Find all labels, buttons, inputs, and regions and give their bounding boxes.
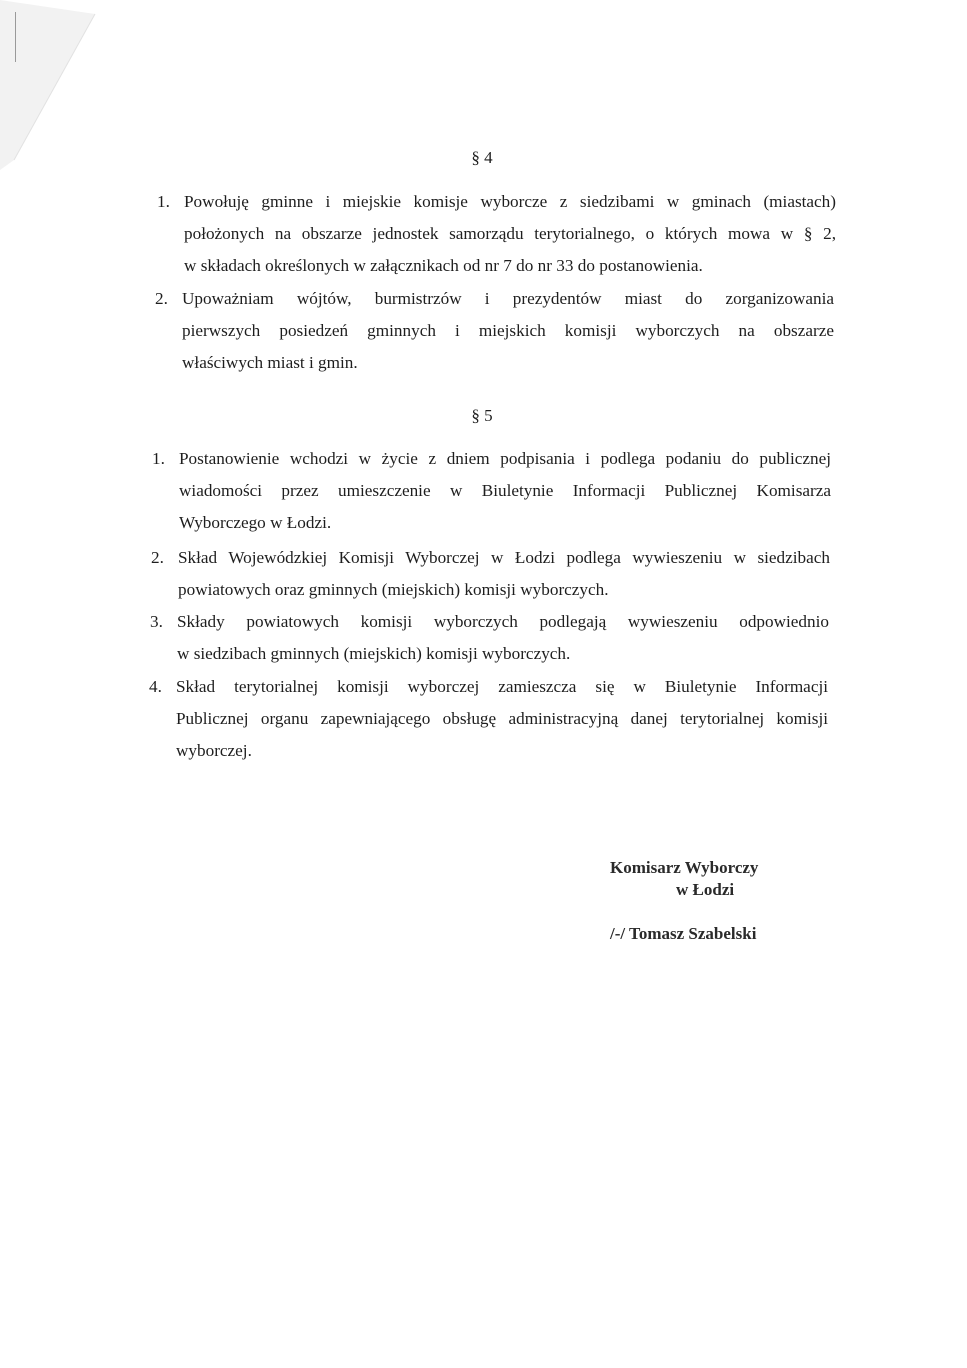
item-line: powiatowych oraz gminnych (miejskich) komisji wyborczych. — [178, 580, 609, 599]
item-line: wiadomości przez umieszczenie w Biuletynie Informacji Publicznej Komisarza — [179, 481, 831, 500]
item-line: właściwych miast i gmin. — [182, 353, 358, 372]
item-number: 1. — [157, 192, 170, 211]
section-4-heading: § 4 — [471, 148, 493, 167]
signatory-title: Komisarz Wyborczy — [610, 858, 759, 877]
scan-edge-mark — [15, 12, 16, 62]
item-line: pierwszych posiedzeń gminnych i miejskich komisji wyborczych na obszarze — [182, 321, 834, 340]
item-line: Postanowienie wchodzi w życie z dniem podpisania i podlega podaniu do publicznej — [179, 449, 831, 468]
section-5-heading: § 5 — [471, 406, 493, 425]
item-text — [184, 186, 836, 282]
item-number: 2. — [151, 548, 164, 567]
item-line: w składach określonych w załącznikach od nr 7 do nr 33 do postanowienia. — [184, 256, 703, 275]
item-number: 2. — [155, 289, 168, 308]
item-text — [179, 443, 831, 539]
item-line: Powołuję gminne i miejskie komisje wyborcze z siedzibami w gminach (miastach) — [184, 192, 836, 211]
item-line: Wyborczego w Łodzi. — [179, 513, 332, 532]
item-line: Publicznej organu zapewniającego obsługę administracyjną danej terytorialnej komisji — [176, 709, 828, 728]
item-number: 1. — [152, 449, 165, 468]
item-line: w siedzibach gminnych (miejskich) komisji wyborczych. — [177, 644, 571, 663]
item-number: 3. — [150, 612, 163, 631]
item-line: Skład terytorialnej komisji wyborczej zamieszcza się w Biuletynie Informacji — [176, 677, 828, 696]
item-line: Skład Wojewódzkiej Komisji Wyborczej w Łodzi podlega wywieszeniu w siedzibach — [178, 548, 830, 567]
item-text — [176, 671, 828, 767]
signatory-name: /-/ Tomasz Szabelski — [610, 924, 757, 943]
item-line: Upoważniam wójtów, burmistrzów i prezydentów miast do zorganizowania — [182, 289, 834, 308]
item-line: położonych na obszarze jednostek samorządu terytorialnego, o których mowa w § 2, — [184, 224, 836, 243]
signatory-location: w Łodzi — [676, 880, 735, 899]
item-text — [182, 283, 834, 379]
item-line: Składy powiatowych komisji wyborczych podlegają wywieszeniu odpowiednio — [177, 612, 829, 631]
item-text — [178, 542, 830, 606]
item-line: wyborczej. — [176, 741, 252, 760]
item-number: 4. — [149, 677, 162, 696]
item-text — [177, 606, 829, 670]
